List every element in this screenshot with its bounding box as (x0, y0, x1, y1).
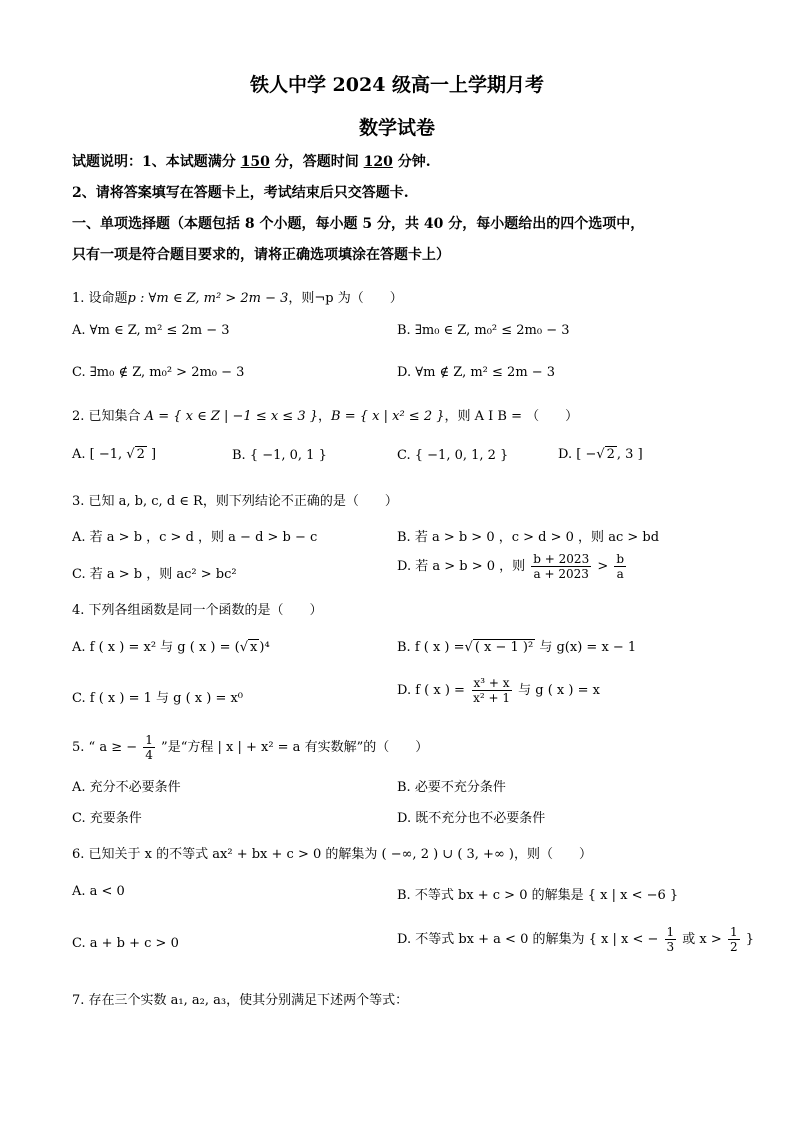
q2-a-label: A. (72, 447, 86, 462)
q5-option-c: C. 充要条件 (72, 811, 142, 826)
q4-option-b: B. f ( x ) =√ ( x − 1 )² 与 g(x) = x − 1 (397, 640, 637, 655)
instructions-line-1 (72, 151, 431, 171)
q2-d-radicand: 2 (606, 447, 615, 462)
q6-d-num-1: 1 (666, 925, 675, 939)
q5-option-d: D. 既不充分也不必要条件 (397, 811, 546, 826)
q5-frac-num: 1 (145, 733, 153, 747)
q4-a-radicand: x (250, 640, 258, 655)
q1-option-c: C. ∃m₀ ∉ Z, m₀² > 2m₀ − 3 (72, 365, 245, 380)
q5-frac-den: 4 (145, 748, 153, 762)
question-1-stem (72, 287, 403, 306)
q6-d-den-2: 2 (729, 940, 738, 954)
q3-option-c: C. 若 a > b ，则 ac² > bc² (72, 567, 237, 582)
exam-time: 120 (363, 154, 393, 170)
q2-stem-post: ，则 A I B = （ ） (444, 409, 579, 424)
q6-d-fraction-2 (728, 925, 740, 954)
q2-d-label: D. (558, 447, 573, 462)
section-1-heading-line-2: 只有一项是符合题目要求的，请将正确选项填涂在答题卡上） (72, 247, 450, 263)
instructions-mid: 分，答题时间 (269, 154, 364, 170)
q2-stem-pre: 2. 已知集合 (72, 409, 145, 424)
q5-stem-post: ”是“方程 | x | + x² = a 有实数解”的（ ） (161, 740, 429, 755)
q3-d-fraction-2 (614, 552, 626, 581)
q1-stem-pre: 1. 设命题 (72, 291, 128, 306)
q5-stem-pre: 5. “ a ≥ − (72, 740, 138, 755)
q3-option-d (397, 552, 628, 581)
q2-a-pre: [ −1, (89, 447, 127, 462)
q2-option-c: C. { −1, 0, 1, 2 } (397, 448, 509, 463)
q3-d-num-1: b + 2023 (533, 552, 590, 566)
q4-b-pre: B. f ( x ) = (397, 640, 465, 655)
q3-d-den-1: a + 2023 (533, 567, 589, 581)
q4-option-d (397, 676, 600, 705)
q6-d-fraction-1 (665, 925, 677, 954)
q2-set-a: A = { x ∈ Z | −1 ≤ x ≤ 3 } (144, 409, 319, 424)
q4-a-post: )⁴ (259, 640, 270, 655)
q6-option-c: C. a + b + c > 0 (72, 936, 179, 951)
q2-option-d: D. [ −√ 2 , 3 ] (558, 447, 643, 462)
exam-title: 铁人中学 2024 级高一上学期月考 (249, 74, 545, 96)
q3-d-pre: D. 若 a > b > 0 ，则 (397, 559, 526, 574)
q6-d-den-1: 3 (666, 940, 675, 954)
q4-d-num: x³ + x (473, 676, 510, 690)
q1-option-b: B. ∃m₀ ∈ Z, m₀² ≤ 2m₀ − 3 (397, 323, 570, 338)
question-3-stem: 3. 已知 a, b, c, d ∈ R，则下列结论不正确的是（ ） (72, 494, 398, 509)
question-7-stem: 7. 存在三个实数 a₁, a₂, a₃，使其分别满足下述两个等式： (72, 993, 409, 1008)
full-score: 150 (240, 154, 270, 170)
q6-d-post: } (745, 932, 754, 947)
q2-d-pre: [ − (576, 447, 597, 462)
q3-option-b: B. 若 a > b > 0 ，c > d > 0 ，则 ac > bd (397, 530, 660, 545)
q6-d-num-2: 1 (729, 925, 738, 939)
section-1-heading-line-1: 一、单项选择题（本题包括 8 个小题，每小题 5 分，共 40 分，每小题给出的四个选项中， (72, 216, 645, 232)
q2-set-b: B = { x | x² ≤ 2 } (331, 409, 445, 424)
question-6-stem: 6. 已知关于 x 的不等式 ax² + bx + c > 0 的解集为 ( −∞, 2 ) ∪ ( 3, +∞ )，则（ ） (72, 847, 592, 862)
question-2-stem (72, 405, 578, 424)
q6-option-b: B. 不等式 bx + c > 0 的解集是 { x | x < −6 } (397, 888, 679, 903)
q4-d-pre: D. f ( x ) = (397, 683, 465, 698)
q2-a-post: ] (146, 447, 157, 462)
q1-stem-post: ，则¬p 为（ ） (288, 291, 403, 306)
q1-option-a: A. ∀m ∈ Z, m² ≤ 2m − 3 (72, 323, 230, 338)
q2-d-post: , 3 ] (616, 447, 643, 462)
exam-subtitle: 数学试卷 (358, 117, 435, 139)
q6-option-a: A. a < 0 (72, 884, 125, 899)
q4-a-pre: A. f ( x ) = x² 与 g ( x ) = ( (72, 640, 240, 655)
q6-option-d (397, 925, 754, 954)
q3-d-den-2: a (616, 567, 624, 581)
q5-option-a: A. 充分不必要条件 (72, 780, 181, 795)
instructions-prefix: 试题说明：1、本试题满分 (72, 154, 241, 170)
instructions-line-2: 2、请将答案填写在答题卡上，考试结束后只交答题卡. (72, 185, 409, 201)
q1-option-d: D. ∀m ∉ Z, m² ≤ 2m − 3 (397, 365, 556, 380)
q4-b-radicand: ( x − 1 )² (474, 640, 534, 655)
q5-option-b: B. 必要不充分条件 (397, 780, 506, 795)
q1-stem-math: p : ∀m ∈ Z, m² > 2m − 3 (127, 291, 289, 306)
q3-d-fraction-1 (531, 552, 591, 581)
q4-b-post: 与 g(x) = x − 1 (535, 640, 637, 655)
question-4-stem: 4. 下列各组函数是同一个函数的是（ ） (72, 603, 323, 618)
q2-a-radicand: 2 (136, 447, 145, 462)
q4-option-c: C. f ( x ) = 1 与 g ( x ) = x⁰ (72, 691, 244, 706)
question-5-stem (72, 733, 428, 762)
q4-d-post: 与 g ( x ) = x (518, 683, 600, 698)
instructions-suffix: 分钟. (392, 154, 431, 170)
q3-d-num-2: b (616, 552, 625, 566)
q6-d-pre: D. 不等式 bx + a < 0 的解集为 { x | x < − (397, 932, 659, 947)
q4-option-a: A. f ( x ) = x² 与 g ( x ) = (√ x )⁴ (72, 640, 270, 655)
q3-d-gt: > (597, 559, 609, 574)
q6-d-mid: 或 x > (682, 932, 722, 947)
q2-option-b: B. { −1, 0, 1 } (232, 448, 327, 463)
q4-d-fraction (471, 676, 512, 705)
q3-option-a: A. 若 a > b ，c > d ，则 a − d > b − c (72, 530, 318, 545)
q2-separator: ， (318, 409, 332, 424)
q5-fraction (143, 733, 155, 762)
q2-option-a: A. [ −1, √ 2 ] (72, 447, 157, 462)
q4-d-den: x² + 1 (473, 691, 510, 705)
